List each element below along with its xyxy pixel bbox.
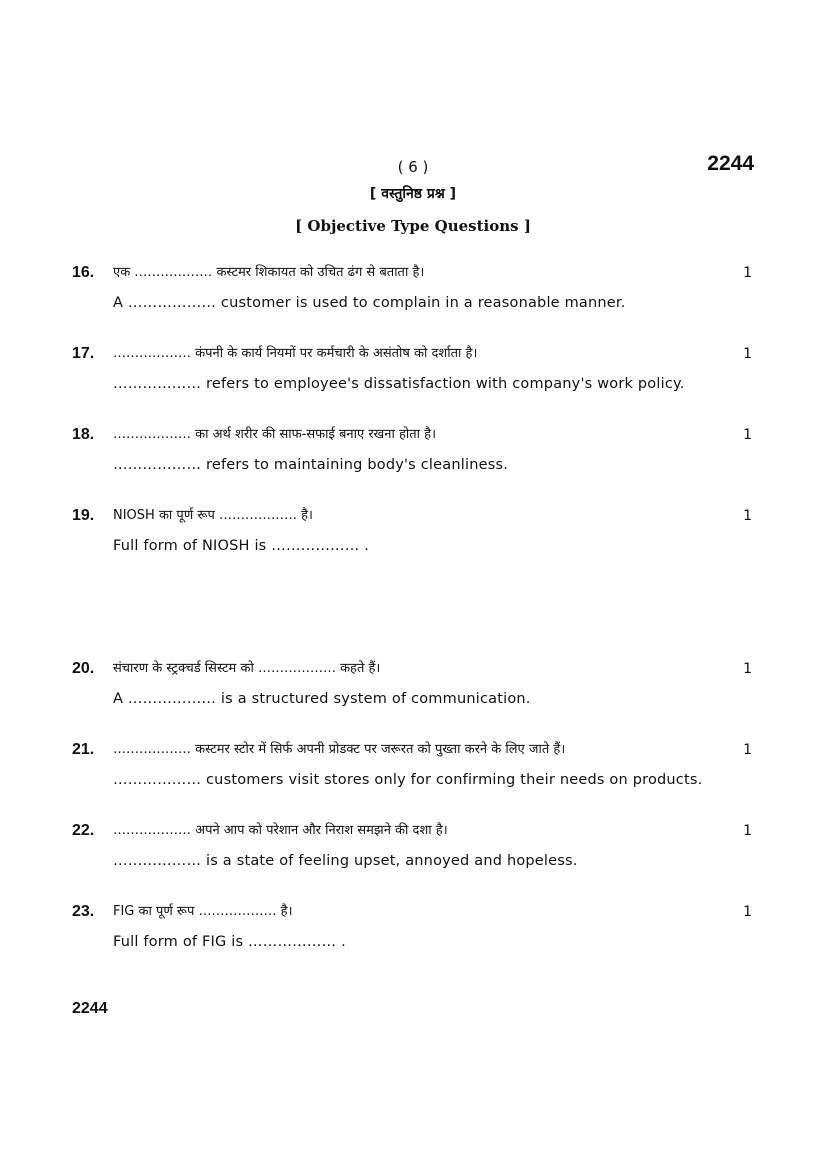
question-17 [72,343,756,392]
question-20 [72,658,756,707]
question-marks: 1 [743,508,752,524]
question-21 [72,739,756,788]
question-text-hindi: NIOSH का पूर्ण रूप ……………… है। [113,508,313,523]
question-marks: 1 [743,265,752,281]
question-number: 21. [72,741,95,758]
question-23 [72,901,756,950]
question-text-english: ……………… customers visit stores only for confirming their needs on products. [113,772,703,788]
question-16 [72,262,756,311]
question-text-english: ……………… is a state of feeling upset, annoyed and hopeless. [113,853,578,869]
question-text-hindi: FIG का पूर्ण रूप ……………… है। [113,904,293,919]
question-19 [72,505,756,554]
paper-code-footer: 2244 [72,1000,108,1017]
question-text-hindi: ……………… कस्टमर स्टोर में सिर्फ अपनी प्रोडक्ट पर जरूरत को पुख्ता करने के लिए जाते हैं। [113,742,566,757]
question-marks: 1 [743,823,752,839]
question-number: 23. [72,903,95,920]
question-text-hindi: ……………… कंपनी के कार्य नियमों पर कर्मचारी के असंतोष को दर्शाता है। [113,346,478,361]
question-marks: 1 [743,427,752,443]
question-text-hindi: संचारण के स्ट्रक्चर्ड सिस्टम को ……………… कहते हैं। [113,661,381,676]
page-number: ( 6 ) [397,158,429,176]
section-title-hindi: [ वस्तुनिष्ठ प्रश्न ] [369,186,457,202]
question-text-english: Full form of FIG is ……………… . [113,934,346,950]
question-text-english: ……………… refers to maintaining body's cleanliness. [113,457,509,473]
question-marks: 1 [743,742,752,758]
question-number: 17. [72,345,95,362]
question-text-english: A ……………… customer is used to complain in a reasonable manner. [113,295,626,311]
question-number: 18. [72,426,95,443]
question-text-english: A ……………… is a structured system of communication. [113,691,531,707]
question-text-hindi: एक ……………… कस्टमर शिकायत को उचित ढंग से बताता है। [113,265,425,280]
question-22 [72,820,756,869]
question-number: 19. [72,507,95,524]
section-title-english: [ Objective Type Questions ] [295,217,531,235]
question-18 [72,424,756,473]
question-text-english: ……………… refers to employee's dissatisfaction with company's work policy. [113,376,685,392]
question-text-hindi: ……………… अपने आप को परेशान और निराश समझने की दशा है। [113,823,448,838]
question-marks: 1 [743,661,752,677]
question-text-english: Full form of NIOSH is ……………… . [113,538,370,554]
question-text-hindi: ……………… का अर्थ शरीर की साफ-सफाई बनाए रखना होता है। [113,427,437,442]
question-number: 20. [72,660,95,677]
question-marks: 1 [743,904,752,920]
paper-code-header: 2244 [707,152,754,175]
question-number: 16. [72,264,95,281]
question-marks: 1 [743,346,752,362]
question-number: 22. [72,822,95,839]
